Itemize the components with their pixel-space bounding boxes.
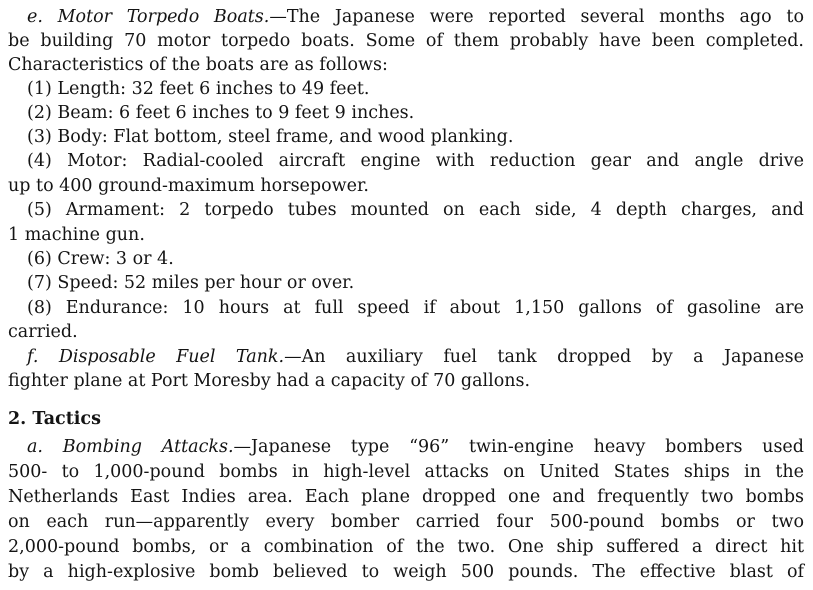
text: —An auxiliary fuel tank dropped by a Japanese — [284, 347, 804, 367]
list-item: (7) Speed: 52 miles per hour or over. — [27, 273, 355, 293]
text: —The Japanese were reported several months ago to — [269, 7, 804, 27]
list-item-continuation: up to 400 ground-maximum horsepower. — [8, 176, 369, 196]
list-item-continuation: carried. — [8, 322, 78, 342]
paragraph-line: Netherlands East Indies area. Each plane dropped one and frequently two bombs — [8, 487, 804, 507]
list-item: (2) Beam: 6 feet 6 inches to 9 feet 9 inches. — [27, 103, 415, 123]
paragraph-line: Characteristics of the boats are as follows: — [8, 55, 388, 75]
paragraph-line: on each run—apparently every bomber carried four 500-pound bombs or two — [8, 512, 804, 532]
text: —Japanese type “96” twin-engine heavy bombers used — [233, 437, 804, 457]
list-item: (4) Motor: Radial-cooled aircraft engine with reduction gear and angle drive — [27, 151, 804, 171]
list-item: (5) Armament: 2 torpedo tubes mounted on each side, 4 depth charges, and — [27, 200, 804, 220]
paragraph-line: fighter plane at Port Moresby had a capacity of 70 gallons. — [8, 371, 531, 391]
paragraph-line — [27, 436, 804, 458]
paragraph-line: be building 70 motor torpedo boats. Some of them probably have been completed. — [8, 31, 804, 51]
section-label: f. Disposable Fuel Tank. — [27, 347, 285, 367]
list-item: (1) Length: 32 feet 6 inches to 49 feet. — [27, 79, 370, 99]
list-item: (6) Crew: 3 or 4. — [27, 249, 174, 269]
section-label: e. Motor Torpedo Boats. — [27, 7, 270, 27]
list-item: (8) Endurance: 10 hours at full speed if about 1,150 gallons of gasoline are — [27, 298, 804, 318]
paragraph-line — [27, 6, 804, 28]
paragraph-line: 500- to 1,000-pound bombs in high-level attacks on United States ships in the — [8, 462, 804, 482]
paragraph-line — [27, 346, 804, 368]
list-item-continuation: 1 machine gun. — [8, 225, 145, 245]
section-heading: 2. Tactics — [8, 409, 101, 429]
paragraph-line: 2,000-pound bombs, or a combination of the two. One ship suffered a direct hit — [8, 537, 804, 557]
paragraph-line: by a high-explosive bomb believed to weigh 500 pounds. The effective blast of — [8, 562, 804, 582]
section-label: a. Bombing Attacks. — [27, 437, 234, 457]
list-item: (3) Body: Flat bottom, steel frame, and wood planking. — [27, 127, 514, 147]
